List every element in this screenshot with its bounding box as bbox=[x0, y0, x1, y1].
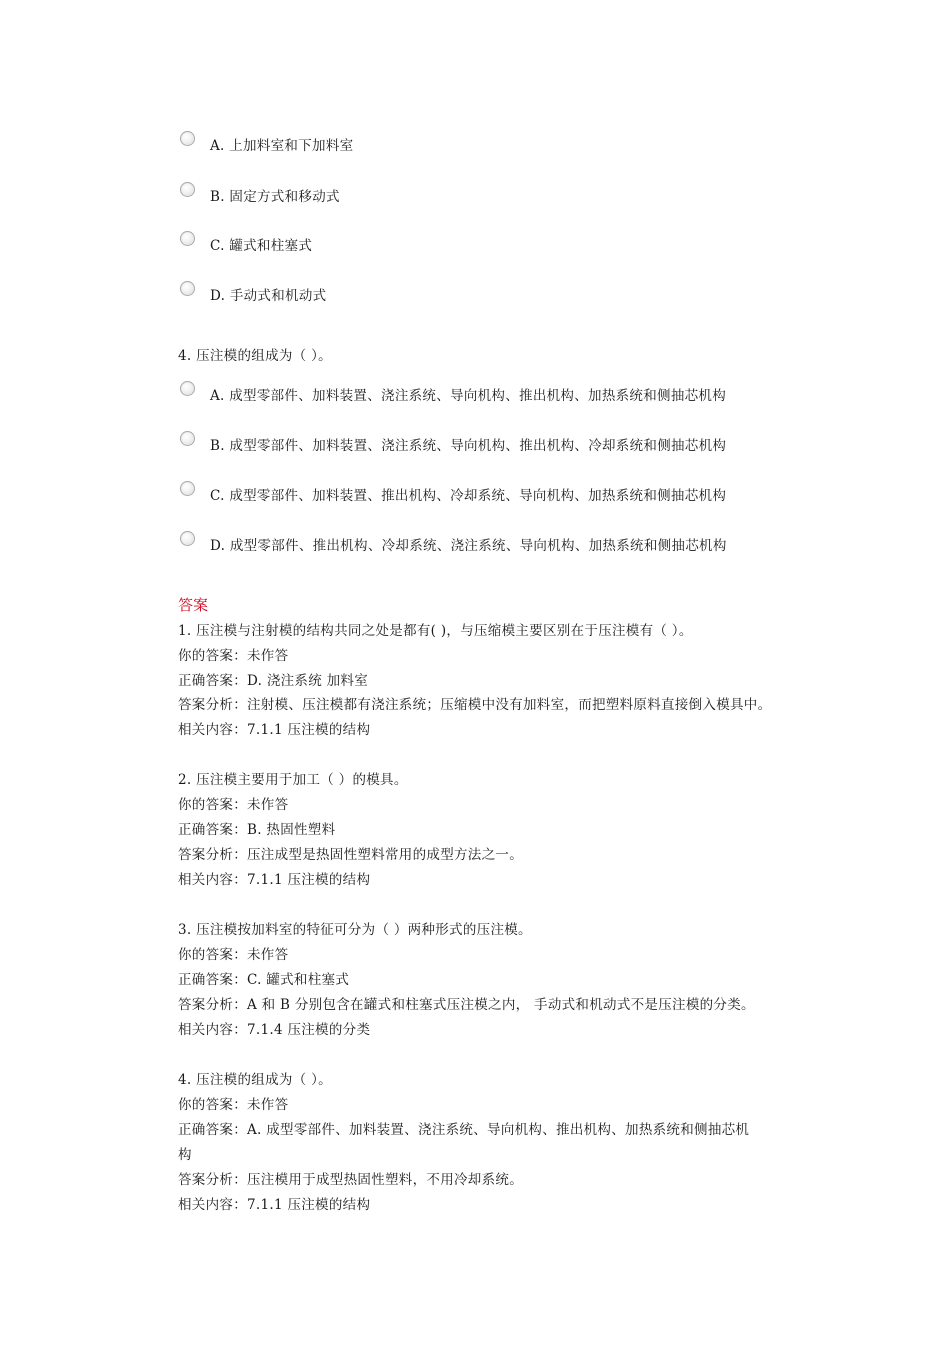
answer-1-question: 1. 压注模与注射模的结构共同之处是都有( )，与压缩模主要区别在于压注模有（ ）。 bbox=[178, 623, 693, 639]
answer-1-related: 相关内容：7.1.1 压注模的结构 bbox=[178, 722, 371, 738]
option-label: B. 成型零部件、加料装置、浇注系统、导向机构、推出机构、冷却系统和侧抽芯机构 bbox=[210, 438, 727, 454]
answer-1-analysis: 答案分析：注射模、压注模都有浇注系统；压缩模中没有加料室，而把塑料原料直接倒入模具中。 bbox=[178, 697, 772, 713]
answers-heading: 答案 bbox=[178, 596, 209, 614]
option-label: A. 成型零部件、加料装置、浇注系统、导向机构、推出机构、加热系统和侧抽芯机构 bbox=[210, 388, 727, 404]
radio-button-icon[interactable] bbox=[180, 182, 195, 197]
answer-2-correct: 正确答案：B. 热固性塑料 bbox=[178, 822, 336, 838]
option-label: C. 成型零部件、加料装置、推出机构、冷却系统、导向机构、加热系统和侧抽芯机构 bbox=[210, 488, 727, 504]
radio-button-icon[interactable] bbox=[180, 281, 195, 296]
answer-1-your-answer: 你的答案：未作答 bbox=[178, 648, 289, 664]
answer-3-question: 3. 压注模按加料室的特征可分为（ ）两种形式的压注模。 bbox=[178, 922, 532, 938]
answer-2-question: 2. 压注模主要用于加工（ ）的模具。 bbox=[178, 772, 408, 788]
radio-button-icon[interactable] bbox=[180, 131, 195, 146]
option-label: A. 上加料室和下加料室 bbox=[210, 138, 354, 154]
answer-4-correct: 正确答案：A. 成型零部件、加料装置、浇注系统、导向机构、推出机构、加热系统和侧抽芯机 bbox=[178, 1122, 750, 1138]
answer-4-your-answer: 你的答案：未作答 bbox=[178, 1097, 289, 1113]
answer-2-your-answer: 你的答案：未作答 bbox=[178, 797, 289, 813]
radio-button-icon[interactable] bbox=[180, 431, 195, 446]
answer-3-your-answer: 你的答案：未作答 bbox=[178, 947, 289, 963]
answer-4-correct-continued: 构 bbox=[178, 1147, 192, 1163]
answer-4-related: 相关内容：7.1.1 压注模的结构 bbox=[178, 1197, 371, 1213]
answer-1-correct: 正确答案：D. 浇注系统 加料室 bbox=[178, 673, 369, 689]
option-label: D. 手动式和机动式 bbox=[210, 288, 327, 304]
answer-4-question: 4. 压注模的组成为（ ）。 bbox=[178, 1072, 332, 1088]
answer-3-correct: 正确答案：C. 罐式和柱塞式 bbox=[178, 972, 350, 988]
option-label: D. 成型零部件、推出机构、冷却系统、浇注系统、导向机构、加热系统和侧抽芯机构 bbox=[210, 538, 727, 554]
radio-button-icon[interactable] bbox=[180, 531, 195, 546]
option-label: B. 固定方式和移动式 bbox=[210, 189, 340, 205]
radio-button-icon[interactable] bbox=[180, 231, 195, 246]
option-label: C. 罐式和柱塞式 bbox=[210, 238, 313, 254]
answer-2-related: 相关内容：7.1.1 压注模的结构 bbox=[178, 872, 371, 888]
radio-button-icon[interactable] bbox=[180, 481, 195, 496]
question-4-title: 4. 压注模的组成为（ ）。 bbox=[178, 348, 332, 364]
answer-2-analysis: 答案分析：压注成型是热固性塑料常用的成型方法之一。 bbox=[178, 847, 523, 863]
radio-button-icon[interactable] bbox=[180, 381, 195, 396]
answer-3-analysis: 答案分析：A 和 B 分别包含在罐式和柱塞式压注模之内， 手动式和机动式不是压注模的分类。 bbox=[178, 997, 755, 1013]
answer-3-related: 相关内容：7.1.4 压注模的分类 bbox=[178, 1022, 371, 1038]
answer-4-analysis: 答案分析：压注模用于成型热固性塑料，不用冷却系统。 bbox=[178, 1172, 523, 1188]
